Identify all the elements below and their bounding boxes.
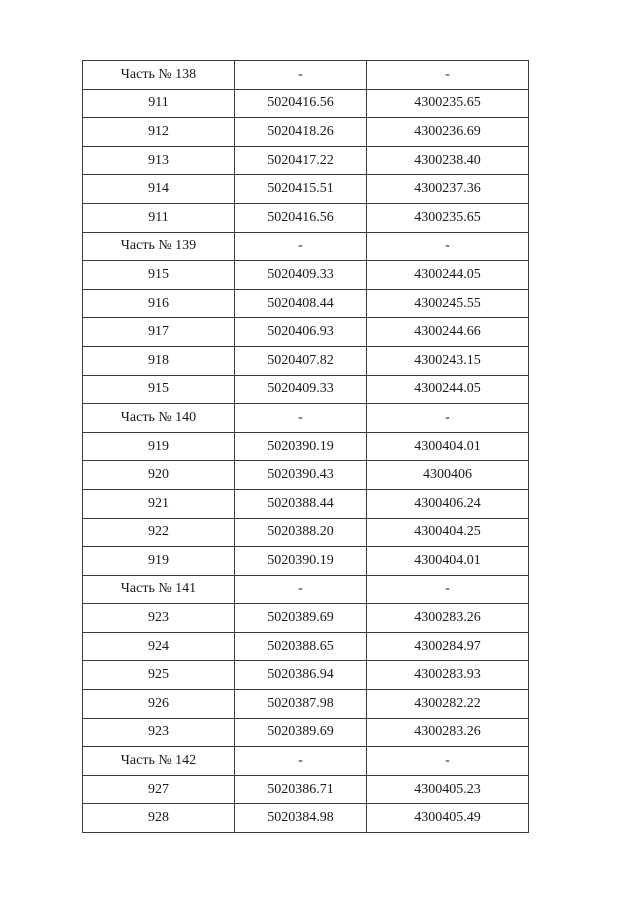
point-number-cell: 915 xyxy=(83,261,235,290)
y-coordinate-cell: - xyxy=(367,61,529,90)
x-coordinate-cell: 5020390.19 xyxy=(235,547,367,576)
y-coordinate-cell: 4300404.01 xyxy=(367,432,529,461)
section-header-row xyxy=(83,404,529,433)
x-coordinate-cell: 5020409.33 xyxy=(235,375,367,404)
x-coordinate-cell: 5020416.56 xyxy=(235,89,367,118)
coordinates-table-body xyxy=(83,61,529,833)
point-number-cell: 926 xyxy=(83,690,235,719)
table-row xyxy=(83,718,529,747)
point-number-cell: 924 xyxy=(83,632,235,661)
table-row xyxy=(83,346,529,375)
point-number-cell: 911 xyxy=(83,89,235,118)
y-coordinate-cell: 4300245.55 xyxy=(367,289,529,318)
y-coordinate-cell: 4300406.24 xyxy=(367,489,529,518)
y-coordinate-cell: - xyxy=(367,404,529,433)
y-coordinate-cell: 4300244.05 xyxy=(367,261,529,290)
point-number-cell: 921 xyxy=(83,489,235,518)
x-coordinate-cell: - xyxy=(235,404,367,433)
table-row xyxy=(83,318,529,347)
y-coordinate-cell: 4300243.15 xyxy=(367,346,529,375)
y-coordinate-cell: - xyxy=(367,747,529,776)
point-number-cell: 918 xyxy=(83,346,235,375)
table-row xyxy=(83,175,529,204)
point-number-cell: 923 xyxy=(83,718,235,747)
point-number-cell: 919 xyxy=(83,547,235,576)
x-coordinate-cell: - xyxy=(235,747,367,776)
point-number-cell: 922 xyxy=(83,518,235,547)
point-number-cell: 925 xyxy=(83,661,235,690)
x-coordinate-cell: 5020416.56 xyxy=(235,203,367,232)
y-coordinate-cell: 4300237.36 xyxy=(367,175,529,204)
x-coordinate-cell: 5020390.19 xyxy=(235,432,367,461)
table-row xyxy=(83,547,529,576)
section-header-row xyxy=(83,61,529,90)
table-row xyxy=(83,518,529,547)
x-coordinate-cell: 5020418.26 xyxy=(235,118,367,147)
section-label-cell: Часть № 141 xyxy=(83,575,235,604)
table-row xyxy=(83,146,529,175)
x-coordinate-cell: 5020388.65 xyxy=(235,632,367,661)
x-coordinate-cell: - xyxy=(235,575,367,604)
y-coordinate-cell: - xyxy=(367,232,529,261)
x-coordinate-cell: 5020415.51 xyxy=(235,175,367,204)
point-number-cell: 914 xyxy=(83,175,235,204)
point-number-cell: 911 xyxy=(83,203,235,232)
y-coordinate-cell: 4300406 xyxy=(367,461,529,490)
section-header-row xyxy=(83,232,529,261)
y-coordinate-cell: 4300244.05 xyxy=(367,375,529,404)
point-number-cell: 917 xyxy=(83,318,235,347)
point-number-cell: 920 xyxy=(83,461,235,490)
table-row xyxy=(83,804,529,833)
point-number-cell: 923 xyxy=(83,604,235,633)
y-coordinate-cell: 4300283.26 xyxy=(367,718,529,747)
y-coordinate-cell: 4300236.69 xyxy=(367,118,529,147)
y-coordinate-cell: 4300235.65 xyxy=(367,203,529,232)
point-number-cell: 915 xyxy=(83,375,235,404)
x-coordinate-cell: - xyxy=(235,61,367,90)
y-coordinate-cell: 4300404.25 xyxy=(367,518,529,547)
y-coordinate-cell: - xyxy=(367,575,529,604)
y-coordinate-cell: 4300283.26 xyxy=(367,604,529,633)
table-row xyxy=(83,375,529,404)
x-coordinate-cell: 5020386.71 xyxy=(235,775,367,804)
section-label-cell: Часть № 139 xyxy=(83,232,235,261)
y-coordinate-cell: 4300282.22 xyxy=(367,690,529,719)
x-coordinate-cell: 5020388.20 xyxy=(235,518,367,547)
y-coordinate-cell: 4300405.49 xyxy=(367,804,529,833)
table-row xyxy=(83,118,529,147)
x-coordinate-cell: 5020406.93 xyxy=(235,318,367,347)
x-coordinate-cell: 5020417.22 xyxy=(235,146,367,175)
point-number-cell: 927 xyxy=(83,775,235,804)
x-coordinate-cell: 5020407.82 xyxy=(235,346,367,375)
table-row xyxy=(83,203,529,232)
point-number-cell: 913 xyxy=(83,146,235,175)
point-number-cell: 912 xyxy=(83,118,235,147)
table-row xyxy=(83,661,529,690)
y-coordinate-cell: 4300404.01 xyxy=(367,547,529,576)
table-row xyxy=(83,432,529,461)
y-coordinate-cell: 4300405.23 xyxy=(367,775,529,804)
point-number-cell: 919 xyxy=(83,432,235,461)
point-number-cell: 916 xyxy=(83,289,235,318)
table-row xyxy=(83,461,529,490)
x-coordinate-cell: 5020389.69 xyxy=(235,604,367,633)
table-row xyxy=(83,604,529,633)
table-row xyxy=(83,261,529,290)
section-header-row xyxy=(83,747,529,776)
table-row xyxy=(83,89,529,118)
section-label-cell: Часть № 142 xyxy=(83,747,235,776)
x-coordinate-cell: 5020386.94 xyxy=(235,661,367,690)
section-label-cell: Часть № 140 xyxy=(83,404,235,433)
x-coordinate-cell: 5020387.98 xyxy=(235,690,367,719)
table-row xyxy=(83,775,529,804)
x-coordinate-cell: 5020388.44 xyxy=(235,489,367,518)
point-number-cell: 928 xyxy=(83,804,235,833)
section-header-row xyxy=(83,575,529,604)
table-row xyxy=(83,690,529,719)
coordinates-table xyxy=(82,60,529,833)
table-row xyxy=(83,489,529,518)
x-coordinate-cell: 5020384.98 xyxy=(235,804,367,833)
x-coordinate-cell: 5020389.69 xyxy=(235,718,367,747)
y-coordinate-cell: 4300235.65 xyxy=(367,89,529,118)
table-row xyxy=(83,289,529,318)
y-coordinate-cell: 4300283.93 xyxy=(367,661,529,690)
y-coordinate-cell: 4300238.40 xyxy=(367,146,529,175)
y-coordinate-cell: 4300244.66 xyxy=(367,318,529,347)
x-coordinate-cell: 5020408.44 xyxy=(235,289,367,318)
x-coordinate-cell: 5020390.43 xyxy=(235,461,367,490)
x-coordinate-cell: 5020409.33 xyxy=(235,261,367,290)
table-row xyxy=(83,632,529,661)
x-coordinate-cell: - xyxy=(235,232,367,261)
section-label-cell: Часть № 138 xyxy=(83,61,235,90)
y-coordinate-cell: 4300284.97 xyxy=(367,632,529,661)
